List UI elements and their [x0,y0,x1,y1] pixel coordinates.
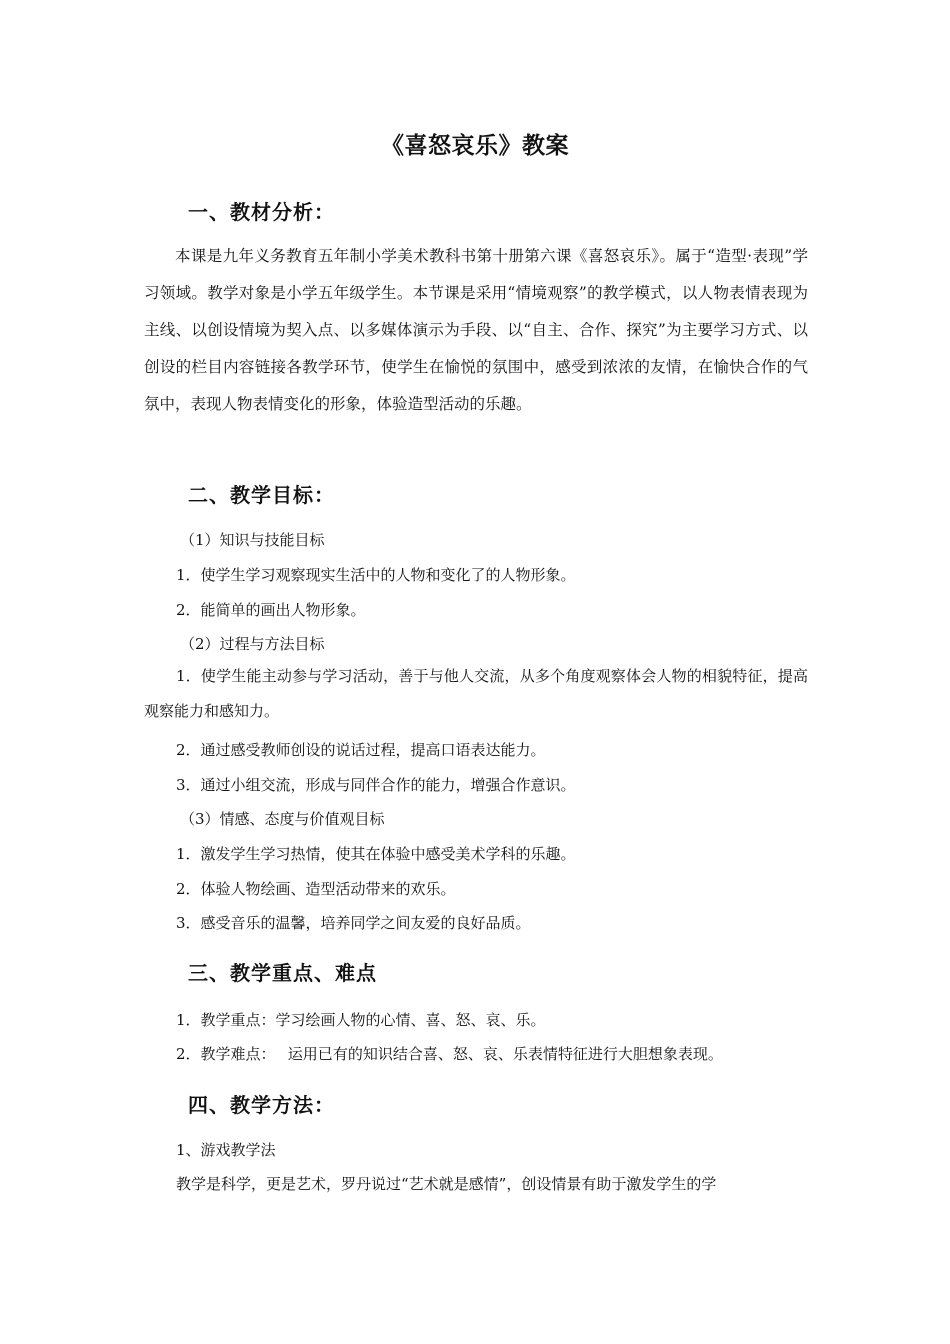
method-item: 1、游戏教学法 [176,1141,276,1159]
objective-item: 3．感受音乐的温馨，培养同学之间友爱的良好品质。 [176,914,531,932]
objective-item: 1．使学生能主动参与学习活动，善于与他人交流，从多个角度观察体会人物的相貌特征，提高观察能力和感知力。 [144,667,808,720]
method-paragraph: 教学是科学，更是艺术，罗丹说过“艺术就是感情”，创设情景有助于激发学生的学 [176,1175,717,1193]
objective-item: 2．体验人物绘画、造型活动带来的欢乐。 [176,880,456,898]
analysis-paragraph: 本课是九年义务教育五年制小学美术教科书第十册第六课《喜怒哀乐》。属于“造型·表现”学习领域。教学对象是小学五年级学生。本节课是采用“情境观察”的教学模式，以人物表情表现为主线、以创设情境为契入点、以多媒体演示为手段、以“自主、合作、探究”为主要学习方式、以创设的栏目内容链接各教学环节，使学生在愉悦的氛围中，感受到浓浓的友情，在愉快合作的气氛中，表现人物表情变化的形象，体验造型活动的乐趣。 [144,247,808,413]
objective-item: 2．通过感受教师创设的说话过程，提高口语表达能力。 [176,741,546,759]
section-heading-key-points: 三、教学重点、难点 [188,961,377,985]
section-heading-analysis: 一、教材分析： [188,200,335,224]
objective-group-label: （2）过程与方法目标 [180,635,325,653]
objective-group-label: （3）情感、态度与价值观目标 [180,810,385,828]
objective-item: 1．使学生学习观察现实生活中的人物和变化了的人物形象。 [176,566,576,584]
key-point-item: 2．教学难点： 运用已有的知识结合喜、怒、哀、乐表情特征进行大胆想象表现。 [176,1045,723,1063]
objective-item: 3．通过小组交流，形成与同伴合作的能力，增强合作意识。 [176,776,576,794]
objective-item: 1．激发学生学习热情，使其在体验中感受美术学科的乐趣。 [176,845,576,863]
section-heading-methods: 四、教学方法： [188,1093,335,1117]
objective-item: 2．能简单的画出人物形象。 [176,601,366,619]
document-title: 《喜怒哀乐》教案 [381,132,569,159]
key-point-item: 1．教学重点：学习绘画人物的心情、喜、怒、哀、乐。 [176,1011,546,1029]
section-heading-objectives: 二、教学目标： [188,483,335,507]
objective-group-label: （1）知识与技能目标 [180,531,325,549]
